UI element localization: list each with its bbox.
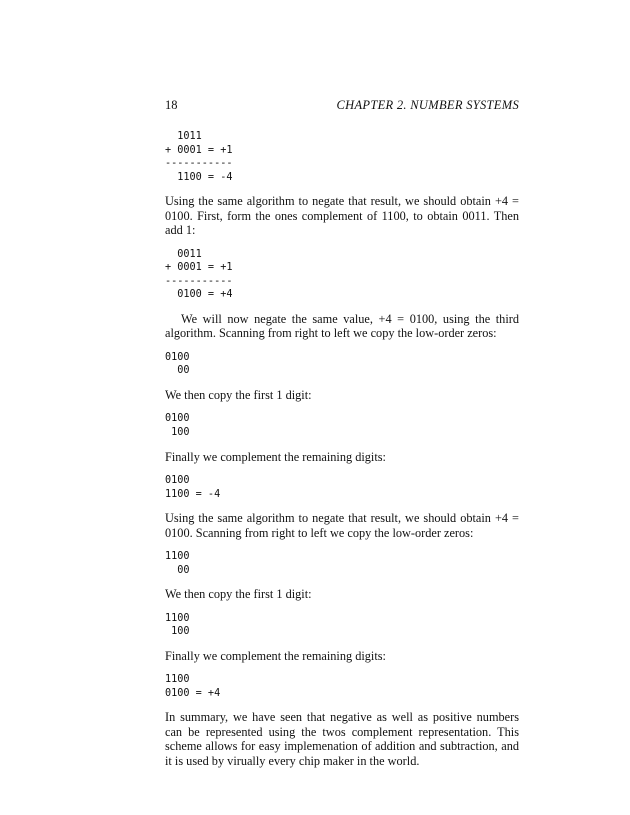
- paragraph-ones-complement: Using the same algorithm to negate that result, we should obtain +4 = 0100. First, form the ones complement of 1100, to obtain 0011. Then add 1:: [165, 194, 519, 238]
- paragraph-copy-first-digit-2: We then copy the first 1 digit:: [165, 587, 312, 602]
- running-header: [165, 98, 519, 114]
- code-block-copy-zeros-2: 1100 00: [165, 550, 190, 576]
- paragraph-third-algorithm: We will now negate the same value, +4 = 0100, using the third algorithm. Scanning from right to left we copy the low-order zeros:: [165, 311, 519, 341]
- page-number: 18: [165, 98, 178, 112]
- chapter-title: CHAPTER 2. NUMBER SYSTEMS: [336, 98, 519, 112]
- paragraph-complement-remaining: Finally we complement the remaining digits:: [165, 449, 386, 464]
- paragraph-copy-first-digit: We then copy the first 1 digit:: [165, 387, 312, 402]
- paragraph-complement-remaining-2: Finally we complement the remaining digits:: [165, 648, 386, 663]
- code-block-copy-one-2: 1100 100: [165, 612, 190, 638]
- code-block-negation-sum: 1011 + 0001 = +1 ----------- 1100 = -4: [165, 131, 233, 183]
- code-block-add-one: 0011 + 0001 = +1 ----------- 0100 = +4: [165, 248, 233, 301]
- paragraph-summary: In summary, we have seen that negative as well as positive numbers can be represented using the twos complement representation. This scheme allows for easy implemenation of addition and subtraction, and it is used by virually every chip maker in the world.: [165, 710, 519, 768]
- code-block-result-negative: 0100 1100 = -4: [165, 474, 221, 500]
- paragraph-negate-result: Using the same algorithm to negate that result, we should obtain +4 = 0100. Scanning from right to left we copy the low-order zeros:: [165, 511, 519, 540]
- body-text: [165, 130, 519, 768]
- code-block-copy-one: 0100 100: [165, 413, 190, 438]
- code-block-copy-zeros: 0100 00: [165, 351, 190, 377]
- code-block-result-positive: 1100 0100 = +4: [165, 674, 221, 699]
